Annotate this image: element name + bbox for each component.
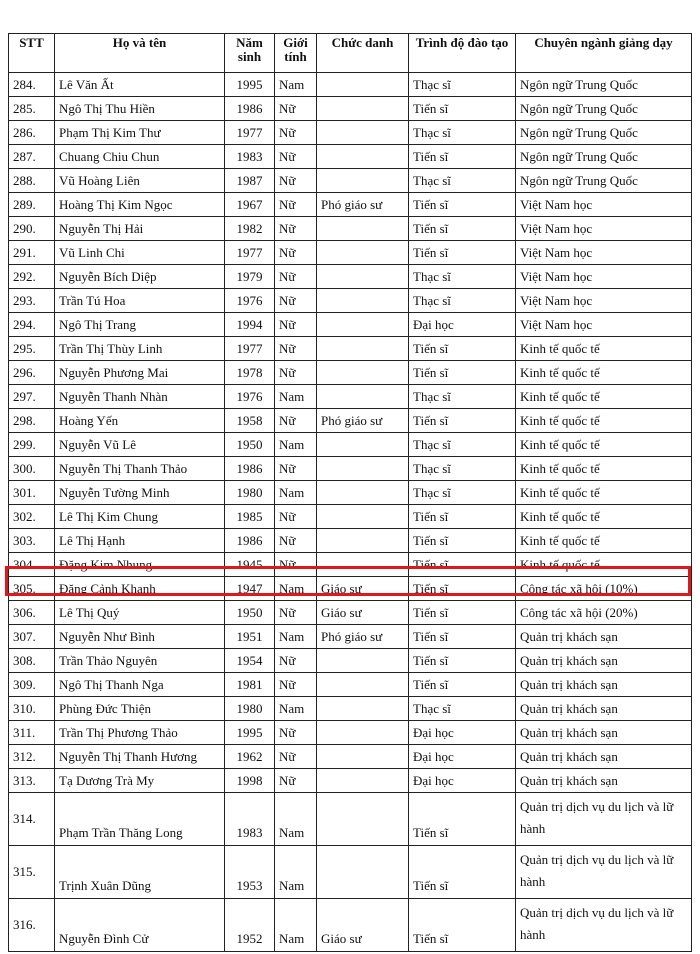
- degree-cell: Thạc sĩ: [409, 457, 516, 481]
- degree-cell: Tiến sĩ: [409, 145, 516, 169]
- table-row: [9, 361, 692, 385]
- stt-cell: 295.: [9, 337, 55, 361]
- year-cell: 1947: [225, 577, 275, 601]
- gender-cell: Nữ: [275, 553, 317, 577]
- table-row: [9, 745, 692, 769]
- table-row: [9, 553, 692, 577]
- major-cell: Quản trị khách sạn: [516, 721, 692, 745]
- title-cell: [317, 433, 409, 457]
- stt-cell: 310.: [9, 697, 55, 721]
- name-cell: Nguyễn Thanh Nhàn: [55, 385, 225, 409]
- gender-cell: Nữ: [275, 409, 317, 433]
- staff-table: [8, 33, 692, 952]
- major-cell: Ngôn ngữ Trung Quốc: [516, 145, 692, 169]
- year-cell: 1976: [225, 289, 275, 313]
- table-row: [9, 529, 692, 553]
- stt-cell: 308.: [9, 649, 55, 673]
- gender-cell: Nam: [275, 625, 317, 649]
- year-cell: 1981: [225, 673, 275, 697]
- table-row: [9, 169, 692, 193]
- table-row: [9, 457, 692, 481]
- name-cell: Nguyễn Thị Hải: [55, 217, 225, 241]
- degree-cell: Tiến sĩ: [409, 337, 516, 361]
- title-cell: [317, 265, 409, 289]
- title-cell: [317, 73, 409, 97]
- title-cell: Giáo sư: [317, 577, 409, 601]
- gender-cell: Nữ: [275, 289, 317, 313]
- name-cell: Hoàng Yến: [55, 409, 225, 433]
- gender-cell: Nữ: [275, 505, 317, 529]
- gender-cell: Nam: [275, 697, 317, 721]
- degree-cell: Tiến sĩ: [409, 625, 516, 649]
- title-cell: Giáo sư: [317, 899, 409, 952]
- stt-cell: 301.: [9, 481, 55, 505]
- degree-cell: Thạc sĩ: [409, 121, 516, 145]
- gender-cell: Nam: [275, 481, 317, 505]
- major-cell: Kinh tế quốc tế: [516, 505, 692, 529]
- major-cell: Quản trị khách sạn: [516, 673, 692, 697]
- table-row: [9, 313, 692, 337]
- name-cell: Phạm Thị Kim Thư: [55, 121, 225, 145]
- major-cell: Kinh tế quốc tế: [516, 481, 692, 505]
- name-cell: Tạ Dương Trà My: [55, 769, 225, 793]
- document-page: [8, 33, 691, 952]
- major-cell: Ngôn ngữ Trung Quốc: [516, 97, 692, 121]
- gender-cell: Nam: [275, 433, 317, 457]
- header-gender: Giới tính: [275, 34, 317, 73]
- name-cell: Ngô Thị Thu Hiền: [55, 97, 225, 121]
- gender-cell: Nữ: [275, 769, 317, 793]
- table-row: [9, 289, 692, 313]
- year-cell: 1977: [225, 337, 275, 361]
- degree-cell: Đại học: [409, 745, 516, 769]
- name-cell: Trần Tú Hoa: [55, 289, 225, 313]
- name-cell: Ngô Thị Trang: [55, 313, 225, 337]
- year-cell: 1977: [225, 121, 275, 145]
- name-cell: Nguyễn Vũ Lê: [55, 433, 225, 457]
- major-cell: Việt Nam học: [516, 241, 692, 265]
- year-cell: 1980: [225, 697, 275, 721]
- gender-cell: Nữ: [275, 673, 317, 697]
- stt-cell: 293.: [9, 289, 55, 313]
- degree-cell: Tiến sĩ: [409, 505, 516, 529]
- major-cell: Ngôn ngữ Trung Quốc: [516, 121, 692, 145]
- title-cell: Phó giáo sư: [317, 625, 409, 649]
- name-cell: Ngô Thị Thanh Nga: [55, 673, 225, 697]
- name-cell: Trần Thị Thùy Linh: [55, 337, 225, 361]
- year-cell: 1986: [225, 97, 275, 121]
- gender-cell: Nữ: [275, 265, 317, 289]
- title-cell: [317, 313, 409, 337]
- year-cell: 1950: [225, 433, 275, 457]
- name-cell: Nguyễn Tường Minh: [55, 481, 225, 505]
- year-cell: 1967: [225, 193, 275, 217]
- table-row: [9, 899, 692, 952]
- stt-cell: 289.: [9, 193, 55, 217]
- stt-cell: 315.: [9, 846, 55, 899]
- stt-cell: 294.: [9, 313, 55, 337]
- year-cell: 1986: [225, 457, 275, 481]
- title-cell: [317, 241, 409, 265]
- gender-cell: Nữ: [275, 121, 317, 145]
- title-cell: [317, 769, 409, 793]
- degree-cell: Tiến sĩ: [409, 577, 516, 601]
- title-cell: [317, 793, 409, 846]
- table-row: [9, 601, 692, 625]
- title-cell: [317, 673, 409, 697]
- degree-cell: Thạc sĩ: [409, 481, 516, 505]
- year-cell: 1987: [225, 169, 275, 193]
- major-cell: Quản trị dịch vụ du lịch và lữ hành: [516, 899, 692, 952]
- major-cell: Việt Nam học: [516, 289, 692, 313]
- title-cell: [317, 553, 409, 577]
- gender-cell: Nữ: [275, 217, 317, 241]
- degree-cell: Tiến sĩ: [409, 409, 516, 433]
- name-cell: Chuang Chiu Chun: [55, 145, 225, 169]
- gender-cell: Nữ: [275, 529, 317, 553]
- year-cell: 1954: [225, 649, 275, 673]
- name-cell: Nguyễn Bích Diệp: [55, 265, 225, 289]
- stt-cell: 300.: [9, 457, 55, 481]
- year-cell: 1980: [225, 481, 275, 505]
- title-cell: [317, 505, 409, 529]
- major-cell: Kinh tế quốc tế: [516, 529, 692, 553]
- gender-cell: Nữ: [275, 193, 317, 217]
- year-cell: 1983: [225, 793, 275, 846]
- header-major: Chuyên ngành giảng dạy: [516, 34, 692, 73]
- degree-cell: Thạc sĩ: [409, 73, 516, 97]
- name-cell: Trần Thị Phương Thảo: [55, 721, 225, 745]
- degree-cell: Thạc sĩ: [409, 169, 516, 193]
- table-row: [9, 481, 692, 505]
- gender-cell: Nữ: [275, 313, 317, 337]
- table-row: [9, 265, 692, 289]
- stt-cell: 285.: [9, 97, 55, 121]
- gender-cell: Nam: [275, 793, 317, 846]
- major-cell: Kinh tế quốc tế: [516, 385, 692, 409]
- title-cell: [317, 289, 409, 313]
- degree-cell: Tiến sĩ: [409, 793, 516, 846]
- stt-cell: 305.: [9, 577, 55, 601]
- stt-cell: 288.: [9, 169, 55, 193]
- name-cell: Vũ Hoàng Liên: [55, 169, 225, 193]
- table-row: [9, 385, 692, 409]
- year-cell: 1951: [225, 625, 275, 649]
- gender-cell: Nữ: [275, 601, 317, 625]
- gender-cell: Nữ: [275, 361, 317, 385]
- degree-cell: Thạc sĩ: [409, 385, 516, 409]
- year-cell: 1994: [225, 313, 275, 337]
- stt-cell: 287.: [9, 145, 55, 169]
- year-cell: 1977: [225, 241, 275, 265]
- name-cell: Trịnh Xuân Dũng: [55, 846, 225, 899]
- name-cell: Nguyễn Như Bình: [55, 625, 225, 649]
- title-cell: Phó giáo sư: [317, 409, 409, 433]
- title-cell: [317, 361, 409, 385]
- degree-cell: Tiến sĩ: [409, 97, 516, 121]
- title-cell: [317, 481, 409, 505]
- title-cell: [317, 169, 409, 193]
- year-cell: 1952: [225, 899, 275, 952]
- major-cell: Kinh tế quốc tế: [516, 361, 692, 385]
- major-cell: Việt Nam học: [516, 265, 692, 289]
- gender-cell: Nam: [275, 846, 317, 899]
- gender-cell: Nữ: [275, 457, 317, 481]
- stt-cell: 299.: [9, 433, 55, 457]
- major-cell: Kinh tế quốc tế: [516, 457, 692, 481]
- stt-cell: 296.: [9, 361, 55, 385]
- table-row: [9, 577, 692, 601]
- name-cell: Vũ Linh Chi: [55, 241, 225, 265]
- table-row: [9, 649, 692, 673]
- degree-cell: Tiến sĩ: [409, 529, 516, 553]
- table-row: [9, 409, 692, 433]
- degree-cell: Tiến sĩ: [409, 553, 516, 577]
- major-cell: Ngôn ngữ Trung Quốc: [516, 169, 692, 193]
- table-header-row: [9, 34, 692, 73]
- stt-cell: 312.: [9, 745, 55, 769]
- year-cell: 1945: [225, 553, 275, 577]
- year-cell: 1983: [225, 145, 275, 169]
- major-cell: Việt Nam học: [516, 313, 692, 337]
- stt-cell: 316.: [9, 899, 55, 952]
- degree-cell: Đại học: [409, 313, 516, 337]
- table-row: [9, 73, 692, 97]
- header-degree: Trình độ đào tạo: [409, 34, 516, 73]
- table-row: [9, 145, 692, 169]
- degree-cell: Tiến sĩ: [409, 899, 516, 952]
- year-cell: 1995: [225, 73, 275, 97]
- title-cell: Giáo sư: [317, 601, 409, 625]
- stt-cell: 313.: [9, 769, 55, 793]
- gender-cell: Nữ: [275, 145, 317, 169]
- year-cell: 1985: [225, 505, 275, 529]
- gender-cell: Nữ: [275, 97, 317, 121]
- major-cell: Quản trị khách sạn: [516, 649, 692, 673]
- gender-cell: Nữ: [275, 169, 317, 193]
- title-cell: [317, 846, 409, 899]
- stt-cell: 286.: [9, 121, 55, 145]
- major-cell: Kinh tế quốc tế: [516, 337, 692, 361]
- stt-cell: 302.: [9, 505, 55, 529]
- gender-cell: Nam: [275, 899, 317, 952]
- degree-cell: Đại học: [409, 769, 516, 793]
- table-row: [9, 433, 692, 457]
- degree-cell: Tiến sĩ: [409, 649, 516, 673]
- gender-cell: Nam: [275, 73, 317, 97]
- gender-cell: Nữ: [275, 745, 317, 769]
- degree-cell: Tiến sĩ: [409, 846, 516, 899]
- year-cell: 1953: [225, 846, 275, 899]
- stt-cell: 314.: [9, 793, 55, 846]
- table-row: [9, 193, 692, 217]
- year-cell: 1995: [225, 721, 275, 745]
- stt-cell: 284.: [9, 73, 55, 97]
- major-cell: Quản trị dịch vụ du lịch và lữ hành: [516, 846, 692, 899]
- degree-cell: Thạc sĩ: [409, 289, 516, 313]
- major-cell: Việt Nam học: [516, 217, 692, 241]
- gender-cell: Nam: [275, 577, 317, 601]
- table-row: [9, 241, 692, 265]
- table-row: [9, 846, 692, 899]
- year-cell: 1950: [225, 601, 275, 625]
- year-cell: 1976: [225, 385, 275, 409]
- year-cell: 1982: [225, 217, 275, 241]
- title-cell: [317, 457, 409, 481]
- degree-cell: Tiến sĩ: [409, 673, 516, 697]
- title-cell: [317, 721, 409, 745]
- gender-cell: Nữ: [275, 721, 317, 745]
- title-cell: [317, 529, 409, 553]
- table-row: [9, 673, 692, 697]
- table-row: [9, 337, 692, 361]
- major-cell: Quản trị dịch vụ du lịch và lữ hành: [516, 793, 692, 846]
- table-row: [9, 505, 692, 529]
- year-cell: 1962: [225, 745, 275, 769]
- major-cell: Việt Nam học: [516, 193, 692, 217]
- name-cell: Trần Thảo Nguyên: [55, 649, 225, 673]
- gender-cell: Nam: [275, 385, 317, 409]
- title-cell: [317, 385, 409, 409]
- title-cell: [317, 697, 409, 721]
- title-cell: [317, 121, 409, 145]
- gender-cell: Nữ: [275, 649, 317, 673]
- year-cell: 1958: [225, 409, 275, 433]
- stt-cell: 311.: [9, 721, 55, 745]
- name-cell: Nguyễn Thị Thanh Thảo: [55, 457, 225, 481]
- year-cell: 1978: [225, 361, 275, 385]
- degree-cell: Thạc sĩ: [409, 265, 516, 289]
- header-title: Chức danh: [317, 34, 409, 73]
- title-cell: [317, 745, 409, 769]
- stt-cell: 304.: [9, 553, 55, 577]
- degree-cell: Thạc sĩ: [409, 433, 516, 457]
- major-cell: Quản trị khách sạn: [516, 745, 692, 769]
- major-cell: Quản trị khách sạn: [516, 769, 692, 793]
- stt-cell: 291.: [9, 241, 55, 265]
- name-cell: Lê Văn Ất: [55, 73, 225, 97]
- stt-cell: 307.: [9, 625, 55, 649]
- name-cell: Phạm Trần Thăng Long: [55, 793, 225, 846]
- major-cell: Kinh tế quốc tế: [516, 409, 692, 433]
- name-cell: Đặng Kim Nhung: [55, 553, 225, 577]
- table-row: [9, 697, 692, 721]
- name-cell: Đặng Cảnh Khanh: [55, 577, 225, 601]
- title-cell: Phó giáo sư: [317, 193, 409, 217]
- year-cell: 1986: [225, 529, 275, 553]
- table-row: [9, 769, 692, 793]
- table-row: [9, 625, 692, 649]
- table-row: [9, 217, 692, 241]
- major-cell: Quản trị khách sạn: [516, 697, 692, 721]
- stt-cell: 306.: [9, 601, 55, 625]
- name-cell: Nguyễn Thị Thanh Hương: [55, 745, 225, 769]
- stt-cell: 298.: [9, 409, 55, 433]
- stt-cell: 292.: [9, 265, 55, 289]
- stt-cell: 297.: [9, 385, 55, 409]
- major-cell: Công tác xã hội (20%): [516, 601, 692, 625]
- name-cell: Nguyễn Phương Mai: [55, 361, 225, 385]
- major-cell: Công tác xã hội (10%): [516, 577, 692, 601]
- major-cell: Kinh tế quốc tế: [516, 433, 692, 457]
- degree-cell: Thạc sĩ: [409, 697, 516, 721]
- degree-cell: Tiến sĩ: [409, 193, 516, 217]
- degree-cell: Tiến sĩ: [409, 601, 516, 625]
- header-name: Họ và tên: [55, 34, 225, 73]
- title-cell: [317, 97, 409, 121]
- name-cell: Lê Thị Kim Chung: [55, 505, 225, 529]
- name-cell: Hoàng Thị Kim Ngọc: [55, 193, 225, 217]
- year-cell: 1998: [225, 769, 275, 793]
- title-cell: [317, 217, 409, 241]
- table-row: [9, 121, 692, 145]
- degree-cell: Tiến sĩ: [409, 217, 516, 241]
- title-cell: [317, 649, 409, 673]
- table-row: [9, 793, 692, 846]
- name-cell: Lê Thị Quý: [55, 601, 225, 625]
- major-cell: Quản trị khách sạn: [516, 625, 692, 649]
- stt-cell: 309.: [9, 673, 55, 697]
- header-year: Năm sinh: [225, 34, 275, 73]
- title-cell: [317, 145, 409, 169]
- table-row: [9, 721, 692, 745]
- degree-cell: Đại học: [409, 721, 516, 745]
- major-cell: Kinh tế quốc tế: [516, 553, 692, 577]
- degree-cell: Tiến sĩ: [409, 361, 516, 385]
- major-cell: Ngôn ngữ Trung Quốc: [516, 73, 692, 97]
- name-cell: Nguyễn Đình Cử: [55, 899, 225, 952]
- title-cell: [317, 337, 409, 361]
- gender-cell: Nữ: [275, 337, 317, 361]
- gender-cell: Nữ: [275, 241, 317, 265]
- header-stt: STT: [9, 34, 55, 73]
- name-cell: Phùng Đức Thiện: [55, 697, 225, 721]
- stt-cell: 290.: [9, 217, 55, 241]
- name-cell: Lê Thị Hạnh: [55, 529, 225, 553]
- stt-cell: 303.: [9, 529, 55, 553]
- year-cell: 1979: [225, 265, 275, 289]
- table-row: [9, 97, 692, 121]
- degree-cell: Tiến sĩ: [409, 241, 516, 265]
